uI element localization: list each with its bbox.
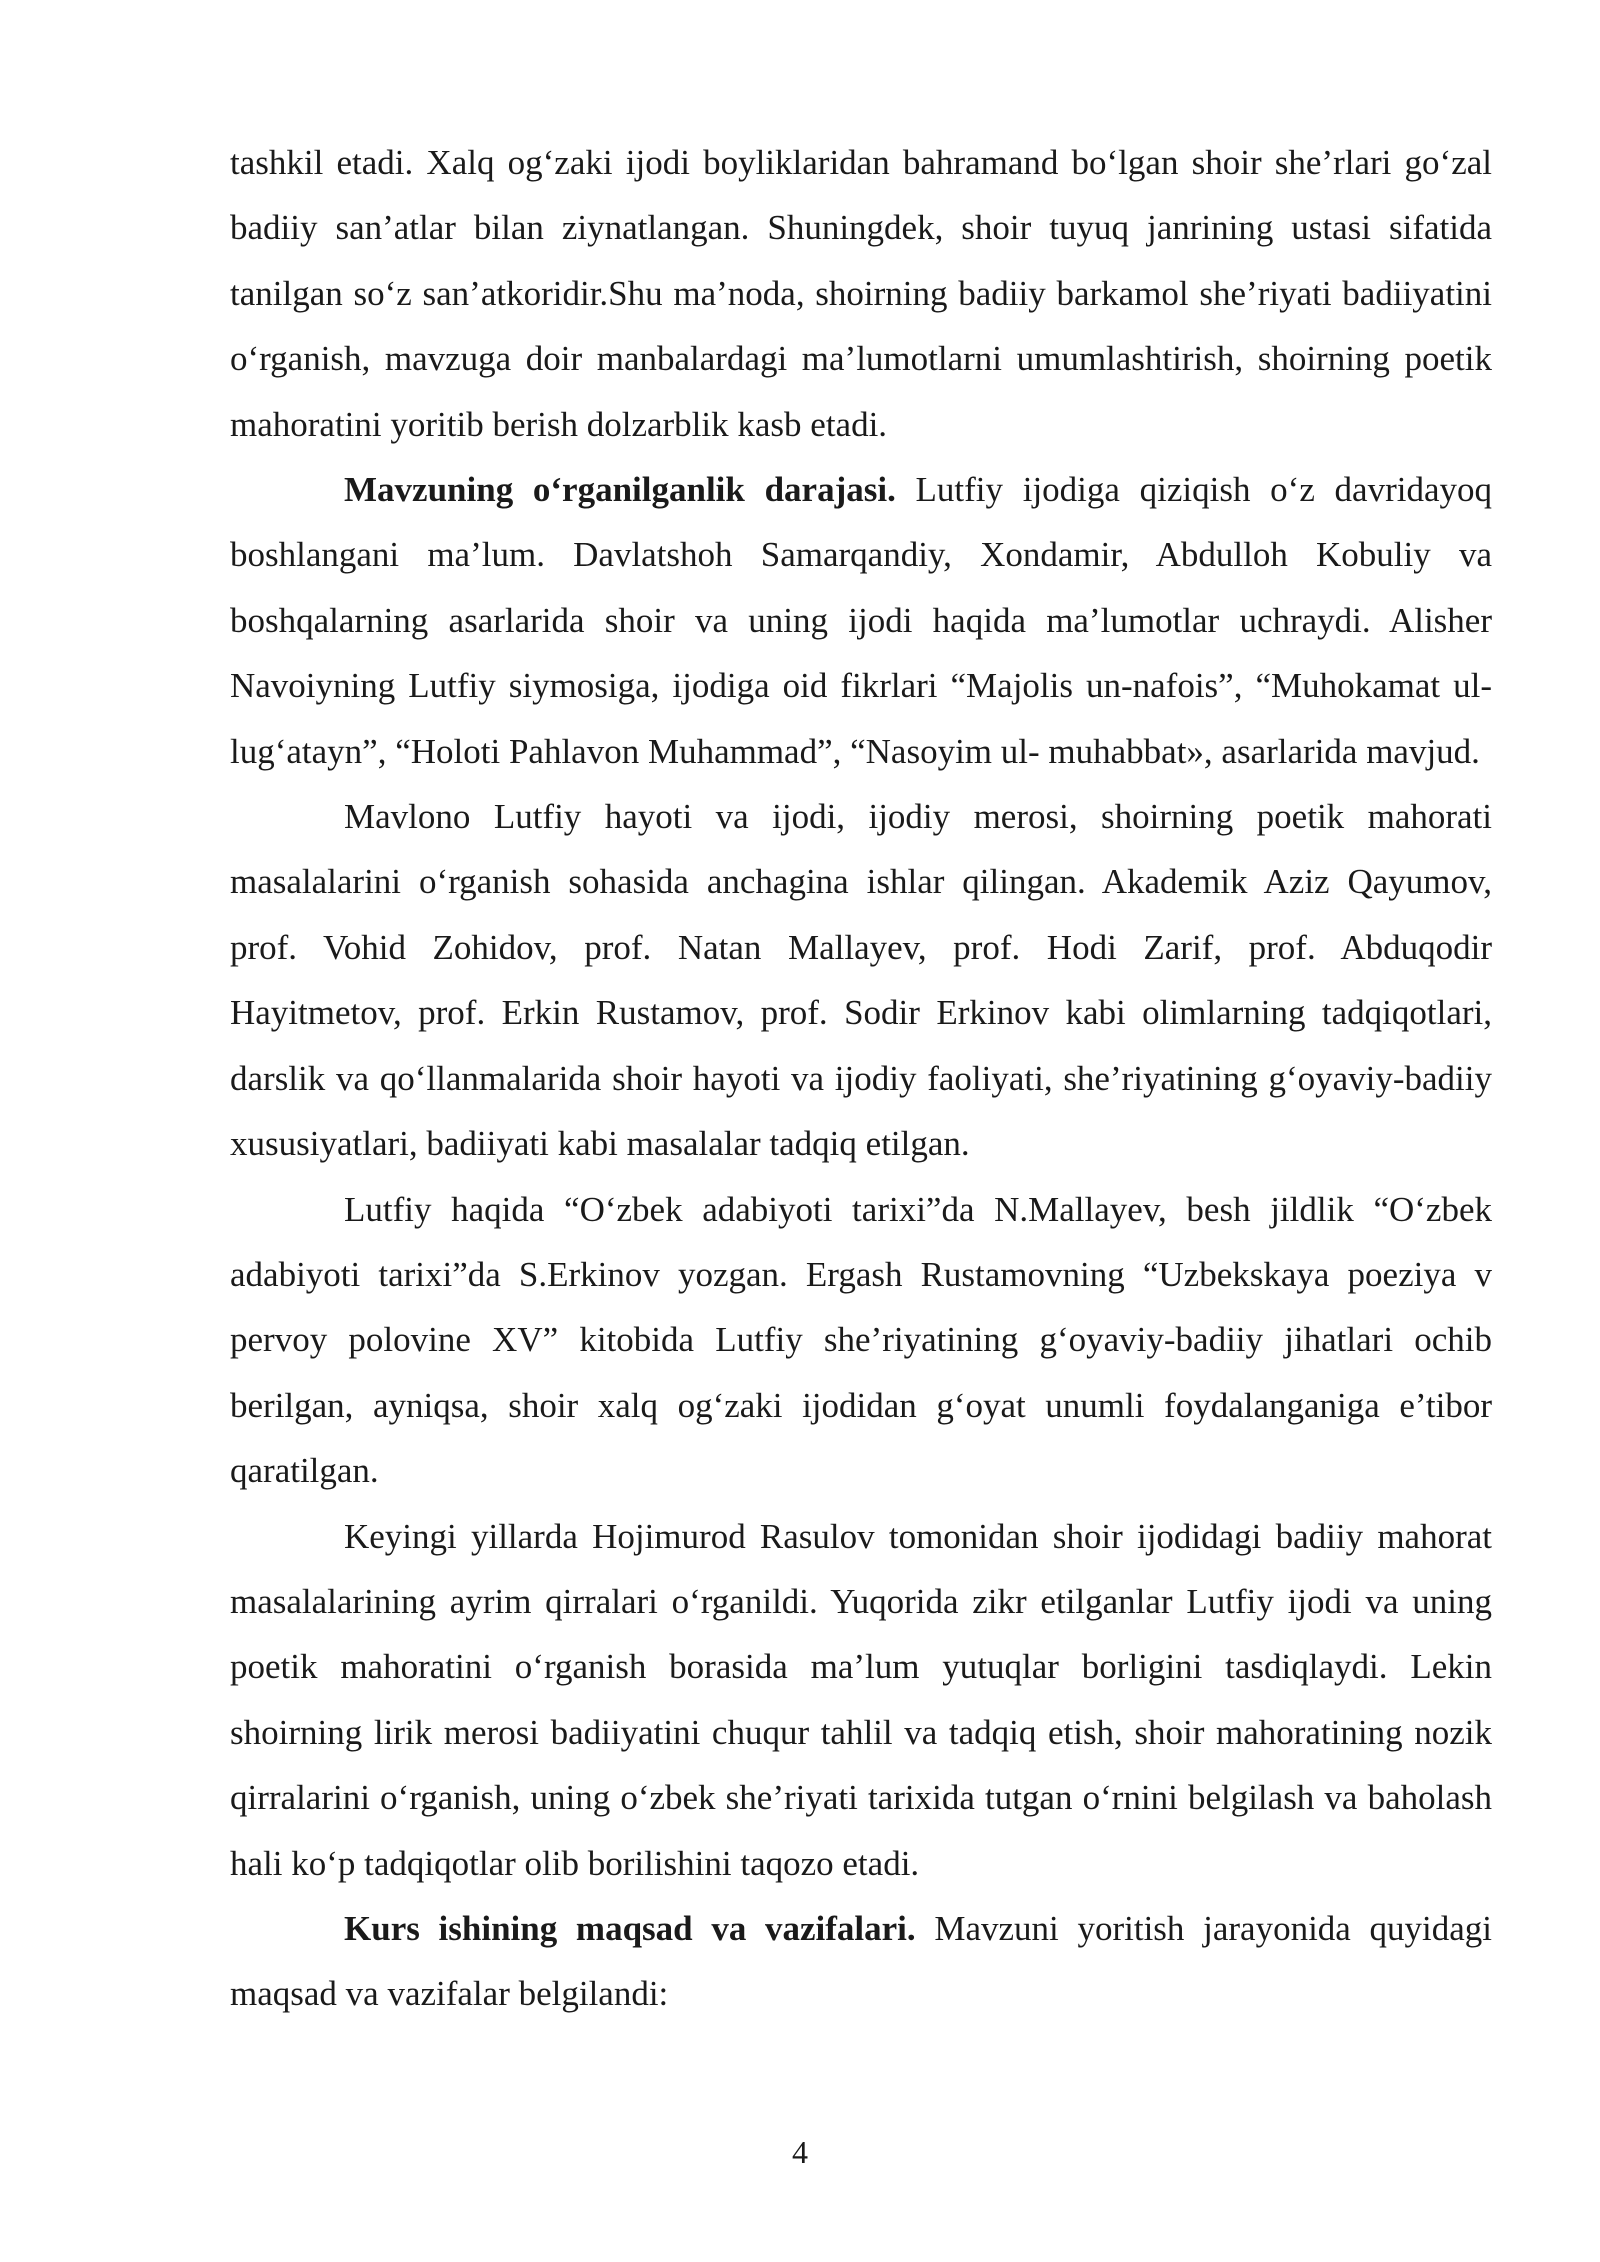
paragraph-text: Lutfiy haqida “O‘zbek adabiyoti tarixi”da N.Mallayev, besh jildlik “O‘zbek adabiyoti tarixi”da S.Erkinov yozgan. Ergash Rustamovning “Uzbekskaya poeziya v pervoy polovine XV” kitobida Lutfiy she’riyatining g‘oyaviy-badiiy jihatlari ochib berilgan, ayniqsa, shoir xalq og‘zaki ijodidan g‘oyat unumli foydalanganiga e’tibor qaratilgan. [230, 1189, 1492, 1491]
paragraph-literature-history [230, 1177, 1492, 1504]
paragraph-text: Mavlono Lutfiy hayoti va ijodi, ijodiy merosi, shoirning poetik mahorati masalalarini o‘rganish sohasida anchagina ishlar qilingan. Akademik Aziz Qayumov, prof. Vohid Zohidov, prof. Natan Mallayev, prof. Hodi Zarif, prof. Abduqodir Hayitmetov, prof. Erkin Rustamov, prof. Sodir Erkinov kabi olimlarning tadqiqotlari, darslik va qo‘llanmalarida shoir hayoti va ijodiy faoliyati, she’riyatining g‘oyaviy-badiiy xususiyatlari, badiiyati kabi masalalar tadqiq etilgan. [230, 797, 1492, 1164]
paragraph-recent-research [230, 1504, 1492, 1896]
section-heading-goals: Kurs ishining maqsad va vazifalari. [344, 1908, 916, 1948]
paragraph-study-degree [230, 457, 1492, 784]
page-number: 4 [792, 2134, 808, 2170]
paragraph-relevance-continuation [230, 130, 1492, 457]
paragraph-text: Mavzuni yoritish jarayonida quyidagi maqsad va vazifalar belgilandi: [230, 1908, 1492, 2014]
paragraph-goals [230, 1896, 1492, 2027]
paragraph-text: Lutfiy ijodiga qiziqish o‘z davridayoq boshlangani ma’lum. Davlatshoh Samarqandiy, Xondamir, Abdulloh Kobuliy va boshqalarning asarlarida shoir va uning ijodi haqida ma’lumotlar uchraydi. Alisher Navoiyning Lutfiy siymosiga, ijodiga oid fikrlari “Majolis un-nafois”, “Muhokamat ul-lug‘atayn”, “Holoti Pahlavon Muhammad”, “Nasoyim ul- muhabbat», asarlarida mavjud. [230, 470, 1492, 771]
paragraph-text: tashkil etadi. Xalq og‘zaki ijodi boyliklaridan bahramand bo‘lgan shoir she’rlari go‘zal badiiy san’atlar bilan ziynatlangan. Shuningdek, shoir tuyuq janrining ustasi sifatida tanilgan so‘z san’atkoridir.Shu ma’noda, shoirning badiiy barkamol she’riyati badiiyatini o‘rganish, mavzuga doir manbalardagi ma’lumotlarni umumlashtirish, shoirning poetik mahoratini yoritib berish dolzarblik kasb etadi. [230, 143, 1492, 444]
document-page [230, 130, 1492, 2027]
section-heading-study-degree: Mavzuning o‘rganilganlik darajasi. [344, 470, 896, 510]
paragraph-scholars [230, 784, 1492, 1176]
paragraph-text: Keyingi yillarda Hojimurod Rasulov tomonidan shoir ijodidagi badiiy mahorat masalalarining ayrim qirralari o‘rganildi. Yuqorida zikr etilganlar Lutfiy ijodi va uning poetik mahoratini o‘rganish borasida ma’lum yutuqlar borligini tasdiqlaydi. Lekin shoirning lirik merosi badiiyatini chuqur tahlil va tadqiq etish, shoir mahoratining nozik qirralarini o‘rganish, uning o‘zbek she’riyati tarixida tutgan o‘rnini belgilash va baholash hali ko‘p tadqiqotlar olib borilishini taqozo etadi. [230, 1516, 1492, 1883]
